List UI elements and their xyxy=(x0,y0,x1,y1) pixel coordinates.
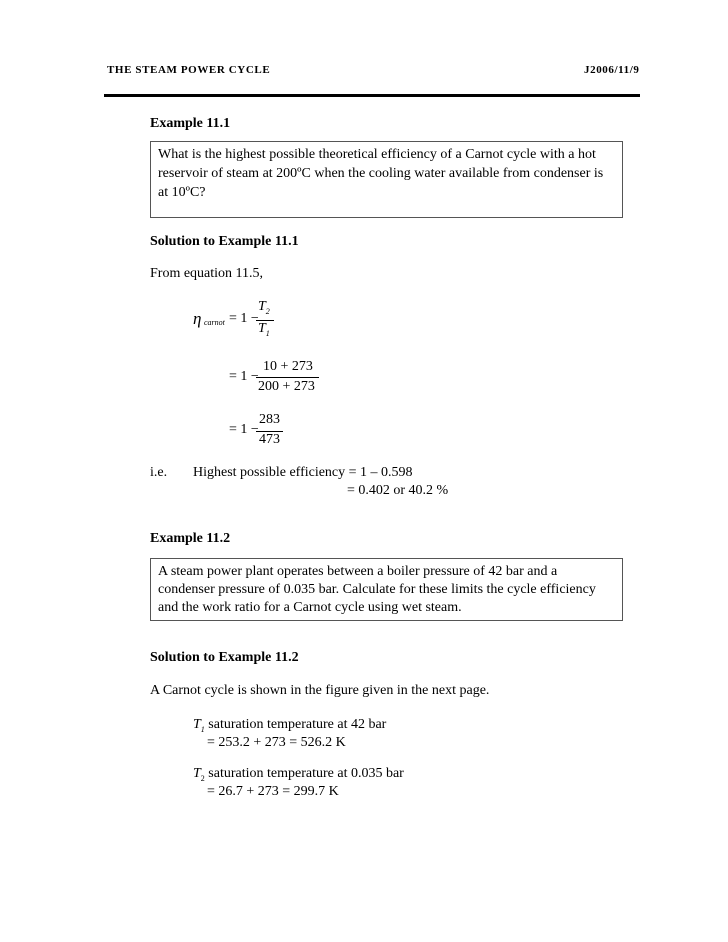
equation-2-denominator: 200 + 273 xyxy=(258,379,315,394)
example-2-question-box xyxy=(150,558,623,621)
example-2-question-line: condenser pressure of 0.035 bar. Calculate for these limits the cycle efficiency xyxy=(158,582,596,597)
t1-value: = 253.2 + 273 = 526.2 K xyxy=(207,735,346,750)
solution-2-intro: A Carnot cycle is shown in the figure given in the next page. xyxy=(150,683,490,698)
header-rule xyxy=(104,94,640,97)
equation-3-denominator: 473 xyxy=(259,432,280,447)
example-1-question-line: reservoir of steam at 200ºC when the cooling water available from condenser is xyxy=(158,166,604,181)
solution-2-heading: Solution to Example 11.2 xyxy=(150,650,299,665)
example-2-heading: Example 11.2 xyxy=(150,531,231,546)
solution-1-heading: Solution to Example 11.1 xyxy=(150,234,299,249)
example-1-question-box xyxy=(150,141,623,218)
example-1-question-line: at 10ºC? xyxy=(158,185,206,200)
solution-1-intro: From equation 11.5, xyxy=(150,266,264,281)
t2-label: $T_2$ saturation temperature at 0.035 bar xyxy=(193,766,404,783)
example-1-heading: Example 11.1 xyxy=(150,116,231,131)
equation-1-numerator: $T_2$ xyxy=(258,299,270,316)
result-line-2: = 0.402 or 40.2 % xyxy=(347,483,449,498)
eta-subscript: carnot xyxy=(204,318,225,327)
equation-1-denominator: $T_1$ xyxy=(258,321,270,338)
result-line-1: Highest possible efficiency = 1 – 0.598 xyxy=(193,465,413,480)
equation-2-numerator: 10 + 273 xyxy=(263,359,313,374)
ie-label: i.e. xyxy=(150,465,168,480)
example-2-question-line: A steam power plant operates between a boiler pressure of 42 bar and a xyxy=(158,564,558,579)
running-header-page-ref: J2006/11/9 xyxy=(584,64,640,76)
running-header-title: THE STEAM POWER CYCLE xyxy=(107,64,271,76)
example-1-question-line: What is the highest possible theoretical efficiency of a Carnot cycle with a hot xyxy=(158,147,596,162)
equation-3-numerator: 283 xyxy=(259,412,280,427)
eta-symbol: η xyxy=(193,309,202,328)
t1-label: $T_1$ saturation temperature at 42 bar xyxy=(193,717,387,734)
equation-1-prefix: = 1 − xyxy=(229,311,259,326)
t2-value: = 26.7 + 273 = 299.7 K xyxy=(207,784,339,799)
example-2-question-line: and the work ratio for a Carnot cycle using wet steam. xyxy=(158,600,462,615)
equation-2-prefix: = 1 − xyxy=(229,369,259,384)
equation-2-fraction-bar xyxy=(256,377,319,378)
equation-3-prefix: = 1 − xyxy=(229,422,259,437)
